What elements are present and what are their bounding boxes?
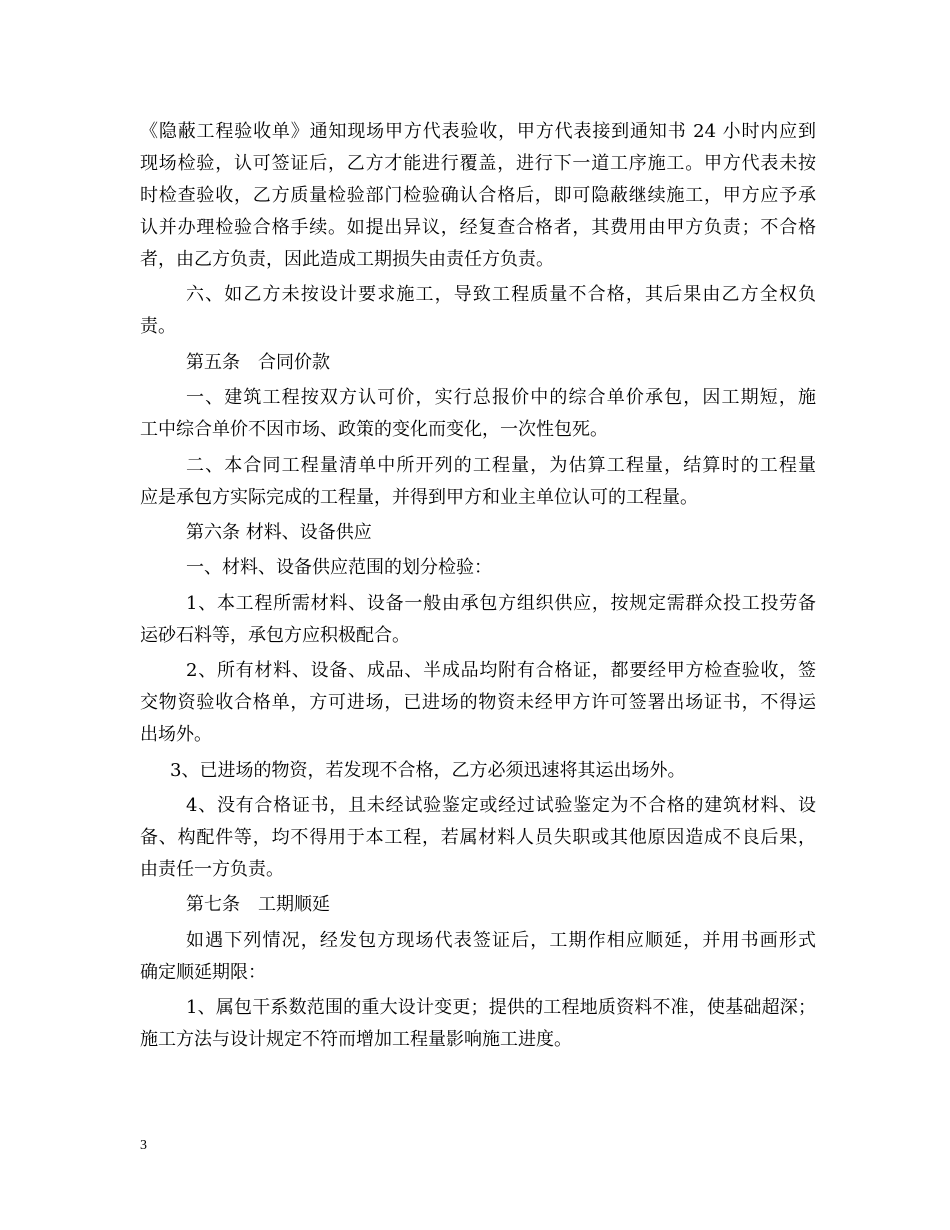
text-line: 工中综合单价不因市场、政策的变化而变化，一次性包死。 bbox=[140, 419, 608, 441]
text-line: 运砂石料等，承包方应积极配合。 bbox=[140, 624, 410, 646]
text-line: 4、没有合格证书，且未经试验鉴定或经过试验鉴定为不合格的建筑材料、设 bbox=[186, 794, 816, 816]
text-line: 1、属包干系数范围的重大设计变更；提供的工程地质资料不准，使基础超深； bbox=[186, 997, 816, 1019]
text-line: 六、如乙方未按设计要求施工，导致工程质量不合格，其后果由乙方全权负 bbox=[186, 284, 816, 306]
text-line: 应是承包方实际完成的工程量，并得到甲方和业主单位认可的工程量。 bbox=[140, 486, 698, 508]
text-line: 2、所有材料、设备、成品、半成品均附有合格证，都要经甲方检查验收，签 bbox=[186, 660, 816, 682]
text-line: 二、本合同工程量清单中所开列的工程量，为估算工程量，结算时的工程量 bbox=[186, 454, 816, 476]
document-body bbox=[140, 116, 816, 1056]
text-line: 时检查验收，乙方质量检验部门检验确认合格后，即可隐蔽继续施工，甲方应予承 bbox=[140, 185, 816, 206]
page-number: 3 bbox=[140, 1138, 147, 1153]
text-line: 认并办理检验合格手续。如提出异议，经复查合格者，其费用由甲方负责；不合格 bbox=[140, 217, 816, 238]
text-line: 如遇下列情况，经发包方现场代表签证后，工期作相应顺延，并用书画形式 bbox=[186, 929, 816, 951]
text-line: 由责任一方负责。 bbox=[140, 858, 284, 880]
section-heading: 第六条 材料、设备供应 bbox=[186, 521, 372, 543]
text-line: 3、已进场的物资，若发现不合格，乙方必须迅速将其运出场外。 bbox=[170, 759, 686, 781]
text-line: 备、构配件等，均不得用于本工程，若属材料人员失职或其他原因造成不良后果， bbox=[140, 826, 816, 848]
text-line: 交物资验收合格单，方可进场，已进场的物资未经甲方许可签署出场证书，不得运 bbox=[140, 692, 816, 714]
text-line: 《隐蔽工程验收单》通知现场甲方代表验收，甲方代表接到通知书 24 小时内应到 bbox=[140, 121, 816, 142]
section-heading: 第七条 工期顺延 bbox=[186, 894, 330, 916]
text-line: 1、本工程所需材料、设备一般由承包方组织供应，按规定需群众投工投劳备 bbox=[186, 592, 816, 614]
text-line: 施工方法与设计规定不符而增加工程量影响施工进度。 bbox=[140, 1029, 572, 1051]
text-line: 现场检验，认可签证后，乙方才能进行覆盖，进行下一道工序施工。甲方代表未按 bbox=[140, 153, 816, 174]
section-heading: 第五条 合同价款 bbox=[186, 351, 330, 373]
text-line: 确定顺延期限： bbox=[140, 961, 266, 983]
text-line: 责。 bbox=[140, 316, 176, 338]
text-line: 出场外。 bbox=[140, 724, 212, 746]
text-line: 一、建筑工程按双方认可价，实行总报价中的综合单价承包，因工期短，施 bbox=[186, 387, 816, 409]
text-line: 一、材料、设备供应范围的划分检验： bbox=[186, 557, 492, 579]
text-line: 者，由乙方负责，因此造成工期损失由责任方负责。 bbox=[140, 249, 554, 270]
